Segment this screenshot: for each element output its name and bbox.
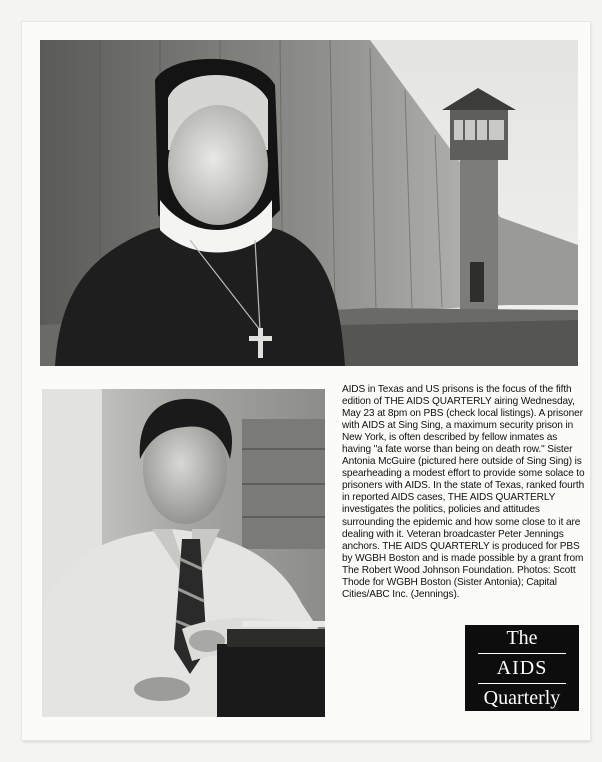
logo-rule bbox=[478, 683, 566, 684]
top-photo-nun bbox=[40, 40, 578, 366]
press-caption: AIDS in Texas and US prisons is the focus of the fifth edition of THE AIDS QUARTERLY airing Wednesday, May 23 at 8pm on PBS (check local listings). A prisoner with AIDS at Sing Sing, a maximum security prison in New York, is often described by fellow inmates as having "a fate worse than being on death row." Sister Antonia McGuire (pictured here outside of Sing Sing) is spearheading a modest effort to provide some solace to prisoners with AIDS. In the state of Texas, ranked fourth in reported AIDS cases, THE AIDS QUARTERLY investigates the politics, policies and attitudes surrounding the epidemic and how some close to it are dealing with it. Veteran broadcaster Peter Jennings anchors. THE AIDS QUARTERLY is produced for PBS by WGBH Boston and is made possible by a grant from The Robert Wood Johnson Foundation. Photos: Scott Thode for WGBH Boston (Sister Antonia); Capital Cities/ABC Inc. (Jennings). bbox=[342, 384, 585, 600]
logo-rule bbox=[478, 653, 566, 654]
bottom-photo-jennings bbox=[42, 389, 325, 717]
nun-photo-illustration bbox=[40, 40, 578, 366]
aids-quarterly-logo bbox=[465, 625, 579, 711]
logo-line-aids: AIDS bbox=[496, 657, 548, 679]
logo-line-the: The bbox=[506, 627, 538, 649]
anchor-photo-illustration bbox=[42, 389, 325, 717]
logo-line-quarterly: Quarterly bbox=[483, 687, 561, 709]
